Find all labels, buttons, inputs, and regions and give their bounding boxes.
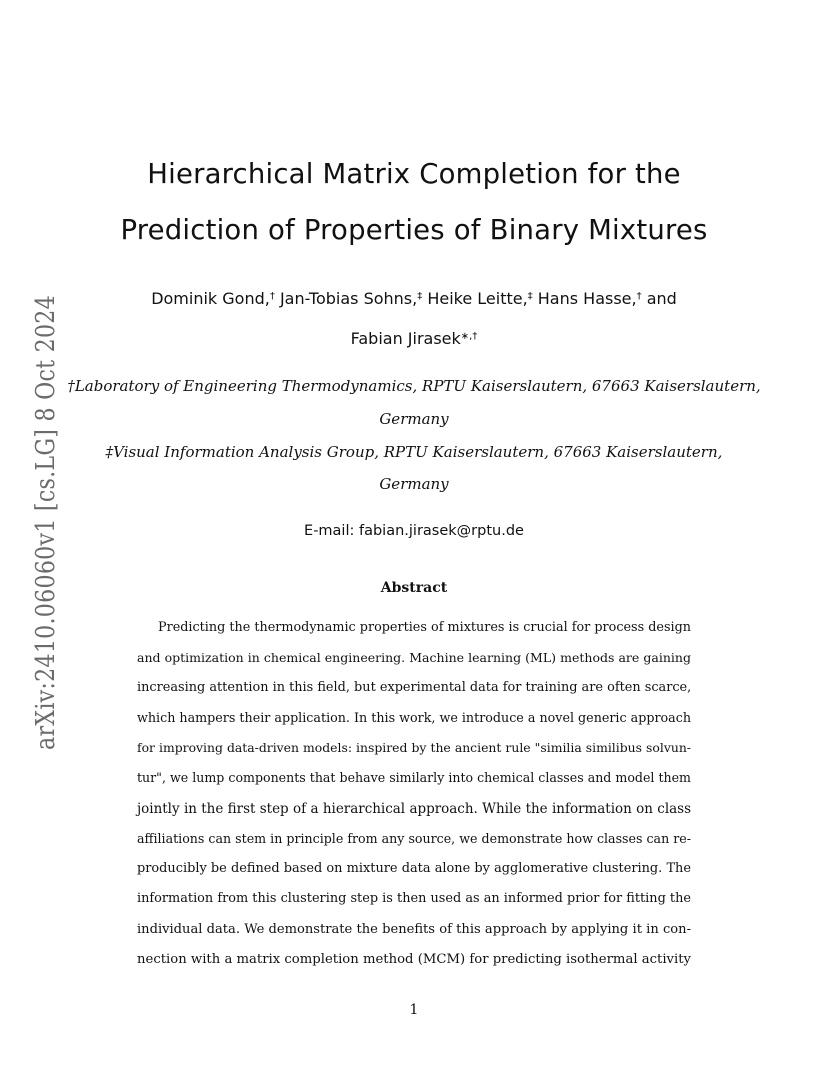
contact-email: E-mail: fabian.jirasek@rptu.de xyxy=(304,523,524,539)
abstract-line: information from this clustering step is then used as an informed prior for fitting the xyxy=(137,891,691,906)
affiliation-1-line-2: Germany xyxy=(379,410,449,428)
abstract-line: which hampers their application. In this work, we introduce a novel generic approach xyxy=(137,710,691,725)
author-mark: † xyxy=(636,291,642,302)
abstract-line: increasing attention in this field, but experimental data for training are often scarce, xyxy=(137,680,692,695)
abstract-line: and optimization in chemical engineering. Machine learning (ML) methods are gaining xyxy=(137,650,691,665)
affiliation-1-line-1: †Laboratory of Engineering Thermodynamics, RPTU Kaiserslautern, 67663 Kaiserslautern, xyxy=(67,377,761,395)
author-mark: ‡ xyxy=(417,291,423,302)
author-list-line-2 xyxy=(0,329,828,348)
abstract-line: producibly be defined based on mixture data alone by agglomerative clustering. The xyxy=(137,861,691,876)
author-name: Dominik Gond, xyxy=(151,289,270,308)
author-list-line-1 xyxy=(0,289,828,308)
author-name: Fabian Jirasek xyxy=(350,329,461,348)
affiliation-2-line-1: ‡Visual Information Analysis Group, RPTU Kaiserslautern, 67663 Kaiserslautern, xyxy=(105,443,723,461)
author-mark: † xyxy=(269,291,275,302)
paper-title-line-2: Prediction of Properties of Binary Mixtures xyxy=(120,214,708,246)
abstract-line: jointly in the first step of a hierarchical approach. While the information on class xyxy=(137,801,691,817)
abstract-line: for improving data-driven models: inspired by the ancient rule "similia similibus solvun- xyxy=(137,740,691,755)
abstract-line: tur", we lump components that behave similarly into chemical classes and model them xyxy=(137,770,691,785)
author-mark: ∗,† xyxy=(460,331,478,342)
abstract-line: Predicting the thermodynamic properties of mixtures is crucial for process design xyxy=(158,620,691,635)
arxiv-identifier-text: arXiv:2410.06060v1 [cs.LG] 8 Oct 2024 xyxy=(31,215,61,750)
author-name: Hans Hasse, xyxy=(537,289,637,308)
author-name: Jan-Tobias Sohns, xyxy=(279,289,418,308)
author-conjunction: and xyxy=(646,289,677,308)
abstract-line: individual data. We demonstrate the benefits of this approach by applying it in con- xyxy=(137,922,691,937)
paper-title-line-1: Hierarchical Matrix Completion for the xyxy=(147,158,681,190)
affiliation-2-line-2: Germany xyxy=(379,475,449,493)
author-name: Heike Leitte, xyxy=(427,289,528,308)
abstract-line: affiliations can stem in principle from any source, we demonstrate how classes can re- xyxy=(137,831,691,846)
author-mark: ‡ xyxy=(527,291,533,302)
abstract-heading: Abstract xyxy=(380,580,448,596)
abstract-line: nection with a matrix completion method (MCM) for predicting isothermal activity xyxy=(137,952,691,967)
page-number: 1 xyxy=(409,1002,419,1018)
